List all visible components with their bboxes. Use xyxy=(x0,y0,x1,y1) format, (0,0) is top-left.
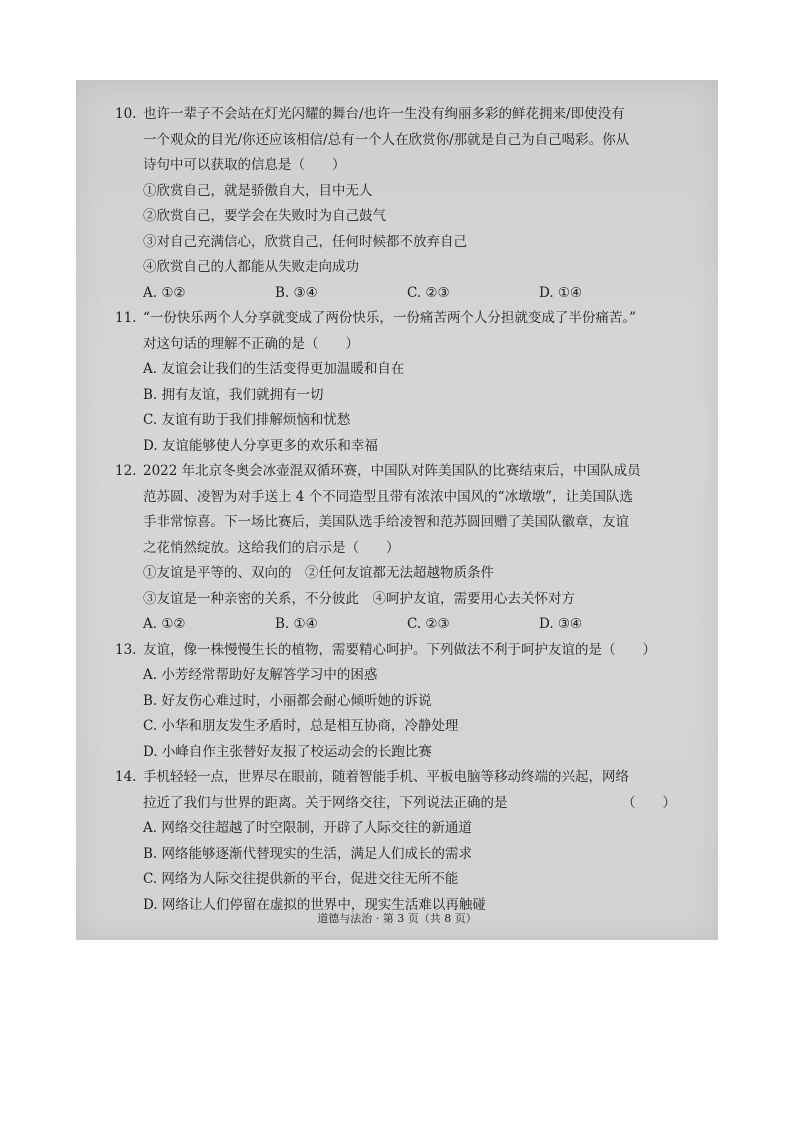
question-stem-line xyxy=(115,102,700,128)
option-a[interactable]: A. 网络交往超越了时空限制，开辟了人际交往的新通道 xyxy=(143,820,472,836)
option-b[interactable]: B. 网络能够逐渐代替现实的生活，满足人们成长的需求 xyxy=(143,845,473,862)
question-stem-text: 也许一辈子不会站在灯光闪耀的舞台/也许一生没有绚丽多彩的鲜花拥来/即使没有 xyxy=(143,106,625,122)
question-stem-line xyxy=(115,459,700,485)
statement-item: ②欣赏自己，要学会在失败时为自己鼓气 xyxy=(143,208,386,224)
option-c[interactable]: C. 网络为人际交往提供新的平台，促进交往无所不能 xyxy=(143,871,459,887)
question-number: 14. xyxy=(115,769,137,785)
choice-b[interactable]: B. ①④ xyxy=(275,616,318,632)
statement-item: ①欣赏自己，就是骄傲自大，目中无人 xyxy=(143,182,373,199)
question-stem-line xyxy=(115,638,700,664)
question-stem-text: “一份快乐两个人分享就变成了两份快乐，一份痛苦两个人分担就变成了半份痛苦。” xyxy=(143,310,637,326)
question-stem-line: 手非常惊喜。下一场比赛后，美国队选手给凌智和范苏圆回赠了美国队徽章，友谊 xyxy=(143,514,629,530)
statement-item: ③友谊是一种亲密的关系，不分彼此 ④呵护友谊，需要用心去关怀对方 xyxy=(143,590,575,607)
choice-c[interactable]: C. ②③ xyxy=(407,616,450,632)
option-d[interactable]: D. 网络让人们停留在虚拟的世界中，现实生活难以再触碰 xyxy=(143,896,486,913)
question-14 xyxy=(115,765,700,918)
choice-row xyxy=(115,612,700,638)
question-13 xyxy=(115,638,700,766)
question-stem-line: 一个观众的目光/你还应该相信/总有一个人在欣赏你/那就是自己为自己喝彩。你从 xyxy=(143,131,630,148)
question-stem-line xyxy=(115,306,700,332)
choice-c[interactable]: C. ②③ xyxy=(407,284,450,301)
question-stem-text: 友谊，像一株慢慢生长的植物，需要精心呵护。下列做法不利于呵护友谊的是（ ） xyxy=(143,641,656,658)
question-stem-line: 诗句中可以获取的信息是（ ） xyxy=(143,157,346,173)
option-d[interactable]: D. 友谊能够使人分享更多的欢乐和幸福 xyxy=(143,437,378,454)
question-number: 12. xyxy=(115,463,137,479)
question-stem-text: 拉近了我们与世界的距离。关于网络交往，下列说法正确的是 xyxy=(143,794,508,811)
option-a[interactable]: A. 小芳经常帮助好友解答学习中的困惑 xyxy=(143,667,378,683)
statement-item: ①友谊是平等的、双向的 ②任何友谊都无法超越物质条件 xyxy=(143,565,494,581)
option-b[interactable]: B. 好友伤心难过时，小丽都会耐心倾听她的诉说 xyxy=(143,692,432,709)
choice-d[interactable]: D. ①④ xyxy=(539,284,583,301)
question-stem-line: 对这句话的理解不正确的是（ ） xyxy=(143,335,359,352)
question-stem-line xyxy=(115,765,700,791)
choice-b[interactable]: B. ③④ xyxy=(275,284,318,301)
choice-a[interactable]: A. ①② xyxy=(143,284,186,301)
option-a[interactable]: A. 友谊会让我们的生活变得更加温暖和自在 xyxy=(143,361,405,377)
statement-item: ④欣赏自己的人都能从失败走向成功 xyxy=(143,259,359,275)
question-stem-text: 手机轻轻一点，世界尽在眼前，随着智能手机、平板电脑等移动终端的兴起，网络 xyxy=(143,769,629,785)
question-12 xyxy=(115,459,700,638)
option-c[interactable]: C. 友谊有助于我们排解烦恼和忧愁 xyxy=(143,412,351,428)
option-d[interactable]: D. 小峰自作主张替好友报了校运动会的长跑比赛 xyxy=(143,743,432,760)
question-stem-line: 范苏圆、凌智为对手送上 4 个不同造型且带有浓浓中国风的“冰墩墩”，让美国队选 xyxy=(143,488,633,505)
statement-item: ③对自己充满信心，欣赏自己，任何时候都不放弃自己 xyxy=(143,233,467,250)
question-number: 13. xyxy=(115,641,137,658)
question-stem-text: 2022 年北京冬奥会冰壶混双循环赛，中国队对阵美国队的比赛结束后，中国队成员 xyxy=(143,463,641,479)
option-b[interactable]: B. 拥有友谊，我们就拥有一切 xyxy=(143,386,324,403)
question-10 xyxy=(115,102,700,306)
question-number: 10. xyxy=(115,106,137,122)
page-footer: 道德与法治 · 第 3 页（共 8 页） xyxy=(317,912,477,925)
answer-bracket: （ ） xyxy=(622,794,676,811)
question-stem-line: 之花悄然绽放。这给我们的启示是（ ） xyxy=(143,539,400,556)
choice-d[interactable]: D. ③④ xyxy=(539,616,583,632)
choice-a[interactable]: A. ①② xyxy=(143,616,186,632)
question-stem-line xyxy=(115,791,700,817)
choice-row xyxy=(115,281,700,307)
question-number: 11. xyxy=(115,310,137,326)
option-c[interactable]: C. 小华和朋友发生矛盾时，总是相互协商，冷静处理 xyxy=(143,718,459,734)
question-list xyxy=(115,102,700,918)
question-11 xyxy=(115,306,700,459)
